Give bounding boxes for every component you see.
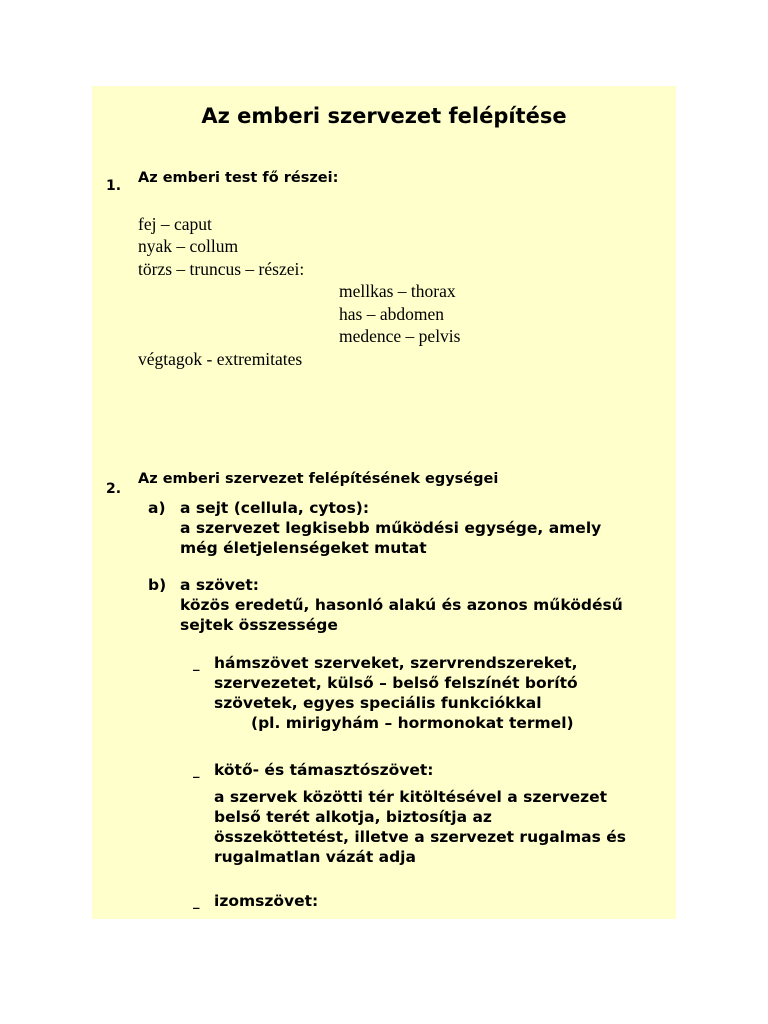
subitem-muscle-title: izomszövet:: [214, 892, 319, 910]
body-part-line: végtagok - extremitates: [138, 349, 303, 369]
item-a-line: a szervezet legkisebb működési egysége, amely: [180, 519, 602, 537]
subitem-epithelium-line: szövetek, egyes speciális funkciókkal: [214, 694, 542, 712]
trunk-part-line: has – abdomen: [339, 304, 444, 324]
subitem-dash-marker: _: [193, 657, 200, 672]
subitem-connective-title: kötő- és támasztószövet:: [214, 761, 434, 779]
document-title: Az emberi szervezet felépítése: [201, 104, 567, 128]
trunk-part-line: medence – pelvis: [339, 326, 461, 346]
section-1-heading: Az emberi test fő részei:: [138, 170, 339, 186]
subitem-connective-line: rugalmatlan vázát adja: [214, 848, 416, 866]
subitem-dash-marker: _: [193, 764, 200, 779]
body-part-line: törzs – truncus – részei:: [138, 259, 305, 279]
item-b-line: közös eredetű, hasonló alakú és azonos működésű: [180, 596, 623, 614]
item-a-marker: a): [148, 499, 166, 517]
subitem-dash-marker: _: [193, 895, 200, 910]
item-a-line: még életjelenségeket mutat: [180, 539, 427, 557]
document-page: [92, 86, 676, 919]
body-part-line: nyak – collum: [138, 236, 239, 256]
subitem-connective-line: összeköttetést, illetve a szervezet rugalmas és: [214, 828, 626, 846]
body-part-line: fej – caput: [138, 214, 212, 234]
subitem-epithelium-line: szervezetet, külső – belső felszínét borító: [214, 674, 578, 692]
item-a-title: a sejt (cellula, cytos):: [180, 499, 370, 517]
section-1-number: 1.: [106, 178, 122, 194]
subitem-connective-line: a szervek közötti tér kitöltésével a szervezet: [214, 788, 608, 806]
item-b-line: sejtek összessége: [180, 616, 338, 634]
section-2-number: 2.: [106, 481, 122, 497]
trunk-part-line: mellkas – thorax: [339, 281, 456, 301]
section-2-heading: Az emberi szervezet felépítésének egységei: [138, 471, 499, 487]
subitem-connective-line: belső terét alkotja, biztosítja az: [214, 808, 492, 826]
subitem-epithelium-line: hámszövet szerveket, szervrendszereket,: [214, 654, 578, 672]
subitem-epithelium-example: (pl. mirigyhám – hormonokat termel): [251, 714, 574, 732]
item-b-marker: b): [148, 576, 167, 594]
item-b-title: a szövet:: [180, 576, 259, 594]
